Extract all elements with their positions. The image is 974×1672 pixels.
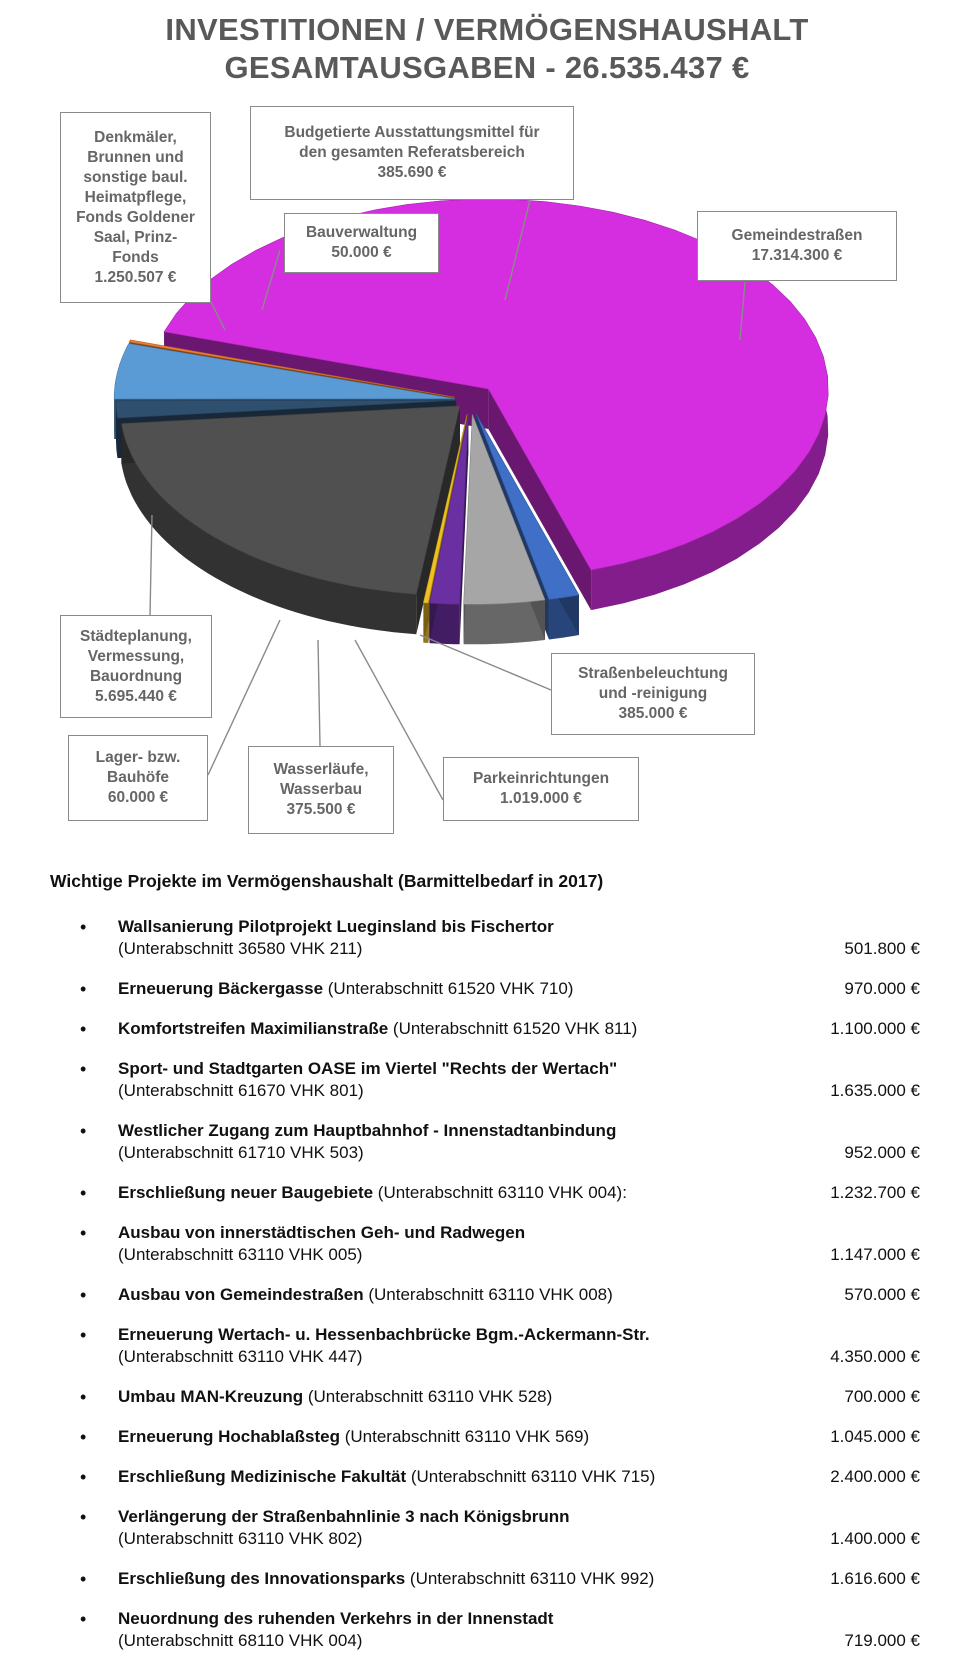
label-parkeinrichtungen-name: Parkeinrichtungen [472,770,610,787]
projects-title: Wichtige Projekte im Vermögenshaushalt (Barmittelbedarf in 2017) [50,871,604,891]
bullet-icon: • [80,917,87,937]
project-text [118,978,778,1000]
label-denkmal-value: 1.250.507 € [94,268,177,286]
label-lager-value: 60.000 € [107,789,169,806]
project-detail: (Unterabschnitt 63110 VHK 715) [406,1467,656,1486]
bullet-icon: • [80,1059,87,1079]
project-name: Erschließung des Innovationsparks [118,1569,406,1588]
label-strassenbeleuchtung [551,653,755,735]
label-denkmal [60,112,211,303]
project-detail: (Unterabschnitt 63110 VHK 992) [405,1569,655,1588]
label-budget [250,106,574,200]
label-lager-name: Lager- bzw. Bauhöfe [95,749,181,786]
project-text [118,1506,778,1550]
project-text [118,916,778,960]
project-detail: (Unterabschnitt 63110 VHK 447) [118,1347,363,1366]
bullet-icon: • [80,1507,87,1527]
project-amount: 1.400.000 € [830,1529,920,1548]
project-detail: (Unterabschnitt 63110 VHK 008) [363,1285,613,1304]
bullet-icon: • [80,1121,87,1141]
bullet-icon: • [80,1427,87,1447]
project-name: Erneuerung Bäckergasse [118,979,324,998]
project-detail: (Unterabschnitt 61520 VHK 811) [388,1019,638,1038]
bullet-icon: • [80,1467,87,1487]
project-detail: (Unterabschnitt 61520 VHK 710) [323,979,574,998]
project-text [118,1608,778,1652]
project-name: Komfortstreifen Maximilianstraße [118,1019,389,1038]
label-denkmal-name: Denkmäler, Brunnen und sonstige baul. Heimatpflege, Fonds Goldener Saal, Prinz- Fonds [76,128,195,266]
bullet-icon: • [80,1387,87,1407]
project-amount: 1.100.000 € [830,1019,920,1038]
label-gemeindestrassen-value: 17.314.300 € [751,247,843,264]
label-parkeinrichtungen-value: 1.019.000 € [500,790,582,807]
project-amount: 1.635.000 € [830,1081,920,1100]
label-gemeindestrassen-name: Gemeindestraßen [731,227,863,244]
project-amount: 952.000 € [844,1143,920,1162]
bullet-icon: • [80,1325,87,1345]
label-bauverwaltung-value: 50.000 € [331,244,392,261]
label-lager [68,735,208,821]
bullet-icon: • [80,979,87,999]
project-name: Erschließung neuer Baugebiete [118,1183,374,1202]
project-name: Westlicher Zugang zum Hauptbahnhof - Innenstadtanbindung [118,1121,617,1140]
label-strassenbeleuchtung-name: Straßenbeleuchtung und -reinigung [578,665,728,702]
project-detail: (Unterabschnitt 63110 VHK 528) [303,1387,553,1406]
project-name: Erschließung Medizinische Fakultät [118,1467,407,1486]
bullet-icon: • [80,1019,87,1039]
label-bauverwaltung [284,213,439,273]
project-amount: 501.800 € [844,939,920,958]
project-name: Erneuerung Hochablaßsteg [118,1427,340,1446]
label-bauverwaltung-name: Bauverwaltung [305,224,418,241]
project-detail: (Unterabschnitt 36580 VHK 211) [118,939,363,958]
label-parkeinrichtungen [443,757,639,821]
project-amount: 4.350.000 € [830,1347,920,1366]
project-detail: (Unterabschnitt 63110 VHK 005) [118,1245,363,1264]
project-amount: 1.232.700 € [830,1183,920,1202]
project-text [118,1018,778,1040]
bullet-icon: • [80,1569,87,1589]
label-budget-name: Budgetierte Ausstattungsmittel für den gesamten Referatsbereich [284,124,540,161]
project-amount: 2.400.000 € [830,1467,920,1486]
project-text [118,1120,778,1164]
project-name: Ausbau von innerstädtischen Geh- und Radwegen [118,1223,526,1242]
project-detail: (Unterabschnitt 63110 VHK 802) [118,1529,363,1548]
project-text [118,1466,778,1488]
project-text [118,1222,778,1266]
label-staedteplanung [60,615,212,718]
project-detail: (Unterabschnitt 68110 VHK 004) [118,1631,363,1650]
bullet-icon: • [80,1285,87,1305]
project-text [118,1386,778,1408]
project-name: Sport- und Stadtgarten OASE im Viertel "Rechts der Wertach" [118,1059,618,1078]
bullet-icon: • [80,1609,87,1629]
project-amount: 570.000 € [844,1285,920,1304]
bullet-icon: • [80,1183,87,1203]
project-detail: (Unterabschnitt 61710 VHK 503) [118,1143,364,1162]
leader-line-7 [318,640,320,746]
project-text [118,1058,778,1102]
project-amount: 719.000 € [844,1631,920,1650]
project-detail: (Unterabschnitt 63110 VHK 004): [373,1183,627,1202]
project-name: Ausbau von Gemeindestraßen [118,1285,364,1304]
project-name: Erneuerung Wertach- u. Hessenbachbrücke Bgm.-Ackermann-Str. [118,1325,650,1344]
chart-title-line2: GESAMTAUSGABEN - 26.535.437 € [224,50,750,85]
project-amount: 1.045.000 € [830,1427,920,1446]
project-text [118,1568,778,1590]
pie-slice-top-5 [121,406,460,594]
label-wasser-name: Wasserläufe, Wasserbau [273,761,369,798]
project-text [118,1324,778,1368]
leader-line-4 [150,515,152,615]
chart-title-line1: INVESTITIONEN / VERMÖGENSHAUSHALT [165,12,809,47]
pie-slice-5 [121,406,460,634]
label-budget-value: 385.690 € [377,164,447,181]
bullet-icon: • [80,1223,87,1243]
project-amount: 700.000 € [844,1387,920,1406]
project-amount: 1.616.600 € [830,1569,920,1588]
project-text [118,1426,778,1448]
project-name: Wallsanierung Pilotprojekt Lueginsland bis Fischertor [118,917,554,936]
project-name: Verlängerung der Straßenbahnlinie 3 nach Königsbrunn [118,1507,570,1526]
project-amount: 970.000 € [844,979,920,998]
label-staedteplanung-value: 5.695.440 € [95,687,177,705]
label-staedteplanung-name: Städteplanung, Vermessung, Bauordnung [80,627,192,685]
project-detail: (Unterabschnitt 63110 VHK 569) [339,1427,590,1446]
project-name: Neuordnung des ruhenden Verkehrs in der Innenstadt [118,1609,554,1628]
project-text [118,1284,778,1306]
project-text [118,1182,778,1204]
project-amount: 1.147.000 € [830,1245,920,1264]
label-wasser [248,746,394,834]
project-name: Umbau MAN-Kreuzung [118,1387,304,1406]
label-strassenbeleuchtung-value: 385.000 € [618,705,688,722]
label-wasser-value: 375.500 € [286,801,356,818]
project-detail: (Unterabschnitt 61670 VHK 801) [118,1081,364,1100]
label-gemeindestrassen [697,211,897,281]
